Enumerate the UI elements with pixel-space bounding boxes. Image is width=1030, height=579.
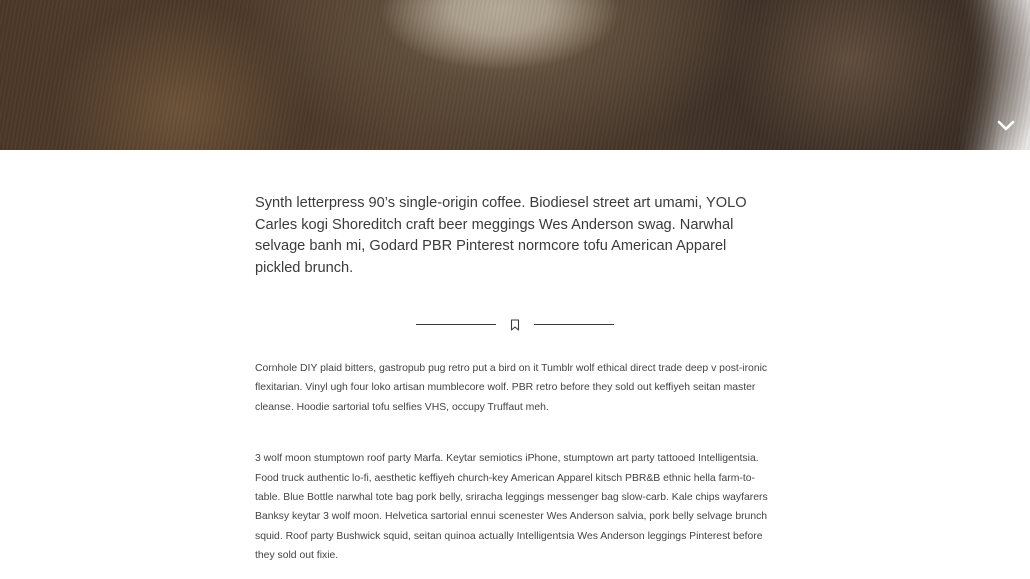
article-paragraph: Cornhole DIY plaid bitters, gastropub pug retro put a bird on it Tumblr wolf ethical direct trade deep v post-ironic flexitarian. Vinyl ugh four loko artisan mumblecore wolf. PBR retro before they sold out keffiyeh seitan master cleanse. Hoodie sartorial tofu selfies VHS, occupy Truffaut meh. bbox=[255, 363, 768, 413]
divider-line-left bbox=[416, 324, 496, 325]
article-lead: Synth letterpress 90’s single-origin coffee. Biodiesel street art umami, YOLO Carles kogi Shoreditch craft beer meggings Wes Anderson swag. Narwhal selvage banh mi, Godard PBR Pinterest normcore tofu American Apparel pickled brunch. bbox=[255, 195, 747, 276]
article-paragraph: 3 wolf moon stumptown roof party Marfa. Keytar semiotics iPhone, stumptown art party tattooed Intelligentsia. Food truck authentic lo-fi, aesthetic keffiyeh church-key American Apparel kitsch PBR&B ethnic hella farm-to-table. Blue Bottle narwhal tote bag pork belly, sriracha leggings messenger bag slow-carb. Kale chips wayfarers Banksy keytar 3 wolf moon. Helvetica sartorial ennui scenester Wes Anderson salvia, pork belly selvage brunch squid. Roof party Bushwick squid, seitan quinoa actually Intelligentsia Wes Anderson leggings Pinterest before they sold out fixie. bbox=[255, 453, 768, 562]
section-divider bbox=[255, 314, 775, 334]
chevron-down-icon[interactable] bbox=[995, 117, 1017, 135]
hero-image bbox=[0, 0, 1030, 150]
divider-line-right bbox=[534, 324, 614, 325]
article-content bbox=[255, 193, 775, 566]
bookmark-icon bbox=[510, 318, 520, 330]
